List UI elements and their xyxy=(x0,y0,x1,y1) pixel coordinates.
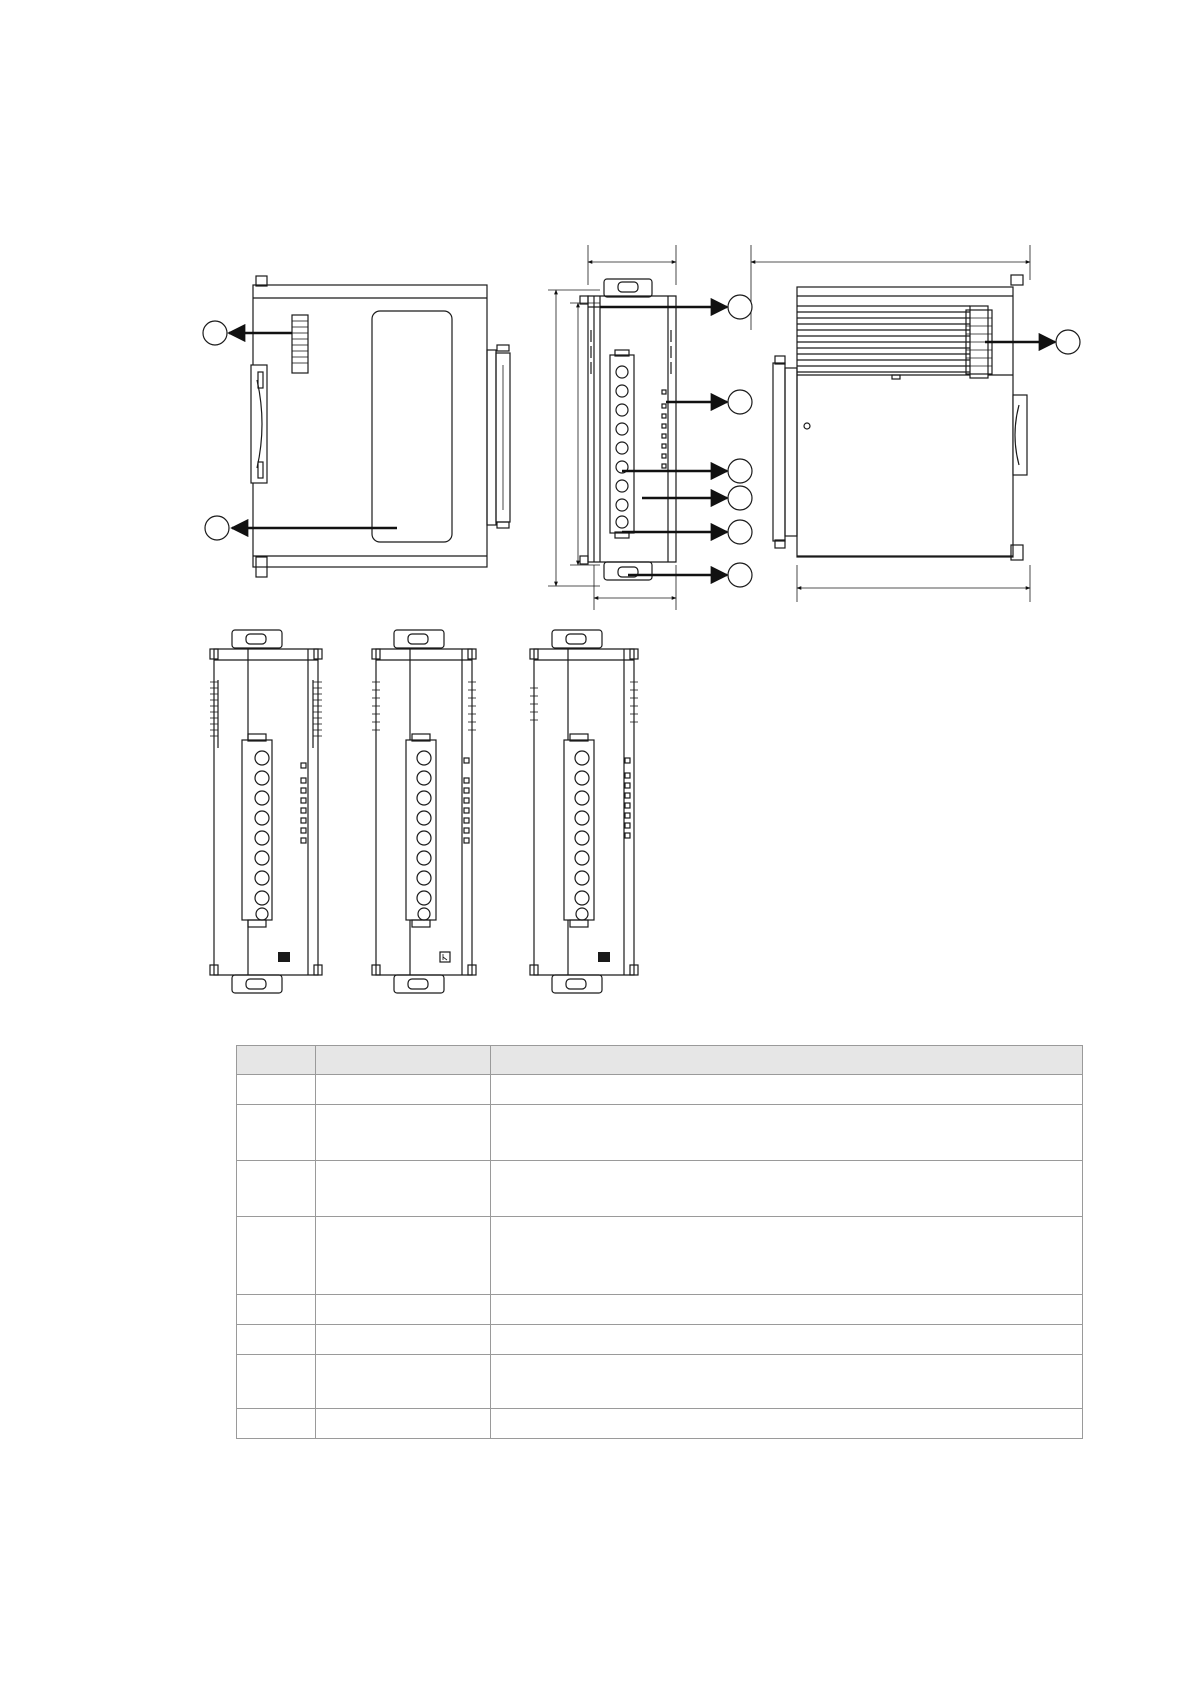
row-description xyxy=(491,1409,1083,1439)
variant-2-leds xyxy=(464,758,469,843)
row-description xyxy=(491,1355,1083,1409)
row-description xyxy=(491,1075,1083,1105)
table-header-row xyxy=(237,1046,1083,1075)
top-view xyxy=(751,245,1055,602)
table-row xyxy=(237,1409,1083,1439)
row-description xyxy=(491,1105,1083,1161)
row-number xyxy=(237,1295,316,1325)
row-number xyxy=(237,1355,316,1409)
row-number xyxy=(237,1217,316,1295)
row-name xyxy=(316,1295,491,1325)
table-row xyxy=(237,1161,1083,1217)
row-number xyxy=(237,1325,316,1355)
variant-1-leds xyxy=(301,763,306,843)
row-name xyxy=(316,1105,491,1161)
variant-front-2 xyxy=(372,630,476,993)
row-name xyxy=(316,1325,491,1355)
row-description xyxy=(491,1217,1083,1295)
variant-3-leds xyxy=(625,758,630,838)
table-row xyxy=(237,1355,1083,1409)
variant-2-vents xyxy=(372,682,476,730)
table-row xyxy=(237,1105,1083,1161)
vent-slots-side xyxy=(292,315,308,373)
header-number xyxy=(237,1046,316,1075)
row-description xyxy=(491,1295,1083,1325)
row-name xyxy=(316,1075,491,1105)
row-description xyxy=(491,1161,1083,1217)
row-number xyxy=(237,1161,316,1217)
row-name xyxy=(316,1355,491,1409)
callout-marker-5 xyxy=(728,459,752,483)
table-row xyxy=(237,1217,1083,1295)
callout-marker-4 xyxy=(728,390,752,414)
variant-2-terminal xyxy=(406,734,436,927)
side-view xyxy=(229,276,510,577)
table-row xyxy=(237,1325,1083,1355)
row-name xyxy=(316,1217,491,1295)
variant-3-terminal xyxy=(564,734,594,927)
terminal-block xyxy=(610,350,634,538)
parts-table xyxy=(236,1045,1083,1439)
front-view xyxy=(548,245,727,610)
callout-marker-6 xyxy=(728,486,752,510)
row-description xyxy=(491,1325,1083,1355)
variant-front-1 xyxy=(210,630,322,993)
callout-marker-7 xyxy=(728,520,752,544)
row-number xyxy=(237,1409,316,1439)
variant-3-vents xyxy=(530,682,638,722)
variant-front-3 xyxy=(530,630,638,993)
table-row xyxy=(237,1295,1083,1325)
callout-marker-9 xyxy=(1056,330,1080,354)
table-row xyxy=(237,1075,1083,1105)
led-indicators xyxy=(662,390,666,468)
callout-markers xyxy=(203,295,1080,587)
callout-marker-3 xyxy=(728,295,752,319)
callout-marker-8 xyxy=(728,563,752,587)
header-name xyxy=(316,1046,491,1075)
row-number xyxy=(237,1105,316,1161)
row-name xyxy=(316,1161,491,1217)
callout-marker-2 xyxy=(205,516,229,540)
callout-marker-1 xyxy=(203,321,227,345)
top-vent-slots xyxy=(797,306,970,372)
row-number xyxy=(237,1075,316,1105)
variant-1-terminal xyxy=(242,734,272,927)
header-description xyxy=(491,1046,1083,1075)
variant-1-vents xyxy=(210,682,322,736)
row-name xyxy=(316,1409,491,1439)
